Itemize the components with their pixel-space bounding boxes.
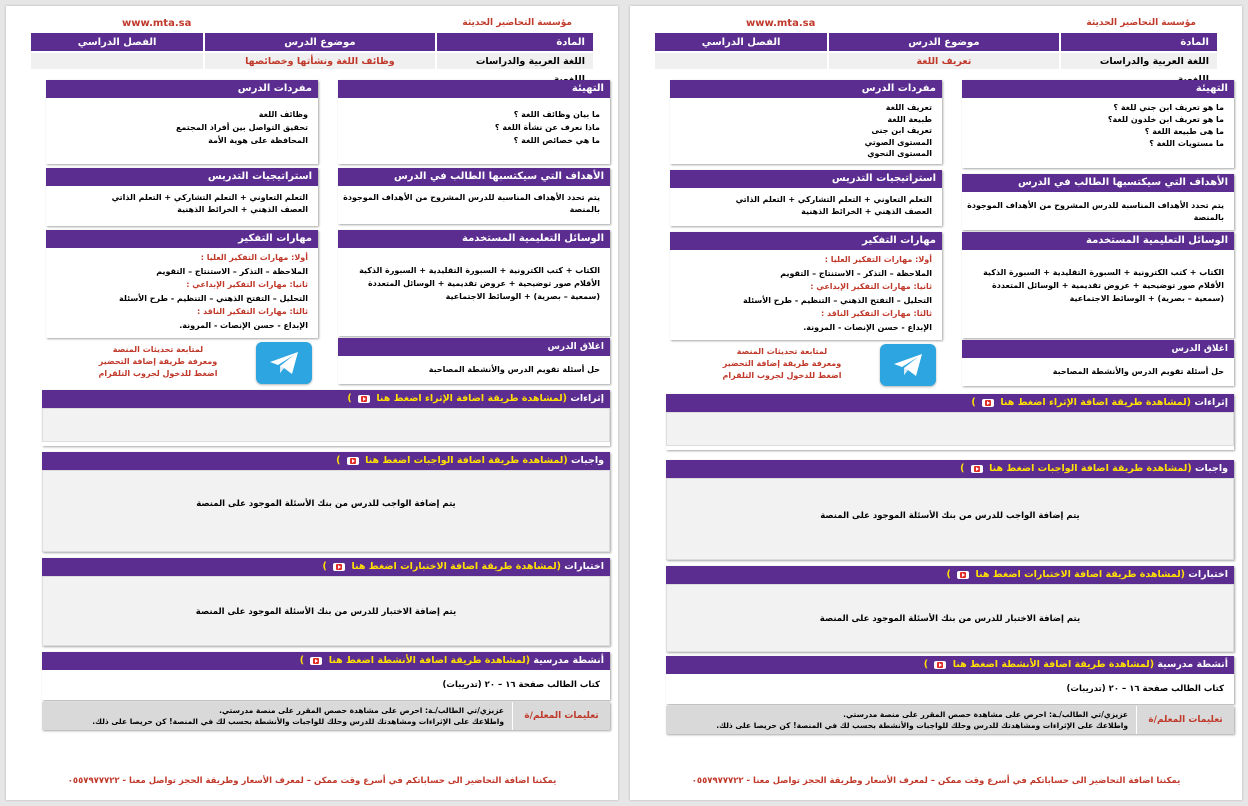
goals-title: الأهداف التي سيكتسبها الطالب في الدرس <box>338 168 610 186</box>
activities-link[interactable]: (لمشاهدة طريقة اضافة الأنشطة اضغط هنا <box>952 659 1155 670</box>
telegram-line: ومعرفة طريقة إضافة التحضير <box>98 357 218 366</box>
warmup-item: ما هو تعريف ابن خلدون للغة؟ <box>1107 115 1224 124</box>
teacher-notes-line: واطلاعك على الإثراءات ومشاهدتك للدرس وحلك للواجبات والأنشطة بحسب لك في المنصة! كن حريصا على ذلك. <box>92 717 504 726</box>
paren: ) <box>946 569 951 580</box>
tools-text: (سمعية – بصرية) + الوسائط الاجتماعية <box>1069 294 1224 303</box>
goals-text: بالمنصة <box>1193 213 1224 222</box>
enrichment-content <box>666 412 1234 446</box>
activities-box <box>42 652 610 700</box>
tools-text: الكتاب + كتب الكترونية + السبورة التقليدية + السبورة الذكية <box>983 268 1224 277</box>
warmup-title: التهيئة <box>962 80 1234 98</box>
enrichment-title: إثراءات <box>570 393 604 404</box>
strategies-text: التعلم التعاوني + التعلم التشاركي + التعلم الذاتي <box>111 193 308 202</box>
strategies-text: التعلم التعاوني + التعلم التشاركي + التعلم الذاتي <box>735 195 932 204</box>
topic-header: موضوع الدرس <box>828 32 1059 52</box>
tests-text: يتم إضافة الاختبار للدرس من بنك الأسئلة الموجود على المنصة <box>666 584 1234 652</box>
closing-text: حل أسئلة تقويم الدرس والأنشطة المصاحبة <box>428 365 600 374</box>
thinking-title: مهارات التفكير <box>670 232 942 250</box>
vocab-item: وظائف اللغة <box>258 110 308 119</box>
paren: ) <box>923 659 929 670</box>
thinking-heading: أولا: مهارات التفكير العليا : <box>824 255 932 264</box>
strategies-title: استراتيجيات التدريس <box>46 168 318 186</box>
thinking-box <box>46 230 318 338</box>
semester-header: الفصل الدراسي <box>654 32 828 52</box>
paren: ) <box>299 655 305 666</box>
enrichment-box <box>666 394 1234 450</box>
telegram-line: اضغط للدخول لجروب التلقرام <box>722 371 842 380</box>
strategies-text: العصف الذهني + الخرائط الذهنية <box>177 205 308 214</box>
subject-value: اللغة العربية والدراسات <box>436 52 594 70</box>
homework-title: واجبات <box>1195 463 1228 474</box>
thinking-line: التحليل – التفتح الذهني – التنظيم - طرح الأسئلة <box>743 295 932 305</box>
thinking-heading: ثانيا: مهارات التفكير الإبداعي : <box>810 282 932 291</box>
tools-text: (سمعية – بصرية) + الوسائط الاجتماعية <box>445 292 600 301</box>
topic-value: وظائف اللغة ونشأتها وخصائصها <box>204 52 435 70</box>
semester-header: الفصل الدراسي <box>30 32 204 52</box>
tests-title: اختبارات <box>1188 569 1228 580</box>
site-link[interactable]: www.mta.sa <box>122 18 192 29</box>
goals-text: بالمنصة <box>569 205 600 214</box>
site-link[interactable]: www.mta.sa <box>746 18 816 29</box>
teacher-notes-text <box>42 702 512 730</box>
warmup-item: ما هي خصائص اللغة ؟ <box>513 136 600 145</box>
youtube-icon[interactable] <box>971 465 983 473</box>
homework-text: يتم إضافة الواجب للدرس من بنك الأسئلة الموجود على المنصة <box>666 478 1234 560</box>
tests-header <box>42 558 610 576</box>
thinking-line: الإبداع - حسن الإنصات - المرونة. <box>803 322 932 332</box>
warmup-item: ما هى طبيعة اللغة ؟ <box>1144 127 1224 136</box>
warmup-box <box>338 80 610 164</box>
thinking-heading: ثانيا: مهارات التفكير الإبداعي : <box>186 280 308 289</box>
teacher-notes-label: تعليمات المعلم/ة <box>512 702 610 730</box>
homework-title: واجبات <box>571 455 604 466</box>
goals-box <box>962 174 1234 230</box>
warmup-item: ما بيان وظائف اللغة ؟ <box>513 110 600 119</box>
semester-value <box>654 52 828 70</box>
footer-contact[interactable]: يمكننا اضافة التحاضير الى حساباتكم في أسرع وقت ممكن – لمعرف الأسعار وطريقة الحجز تواصل معنا - ٠٥٥٧٩٧٧٧٢٢ <box>67 776 557 786</box>
youtube-icon[interactable] <box>358 395 370 403</box>
telegram-icon[interactable] <box>256 342 312 384</box>
strategies-title: استراتيجيات التدريس <box>670 170 942 188</box>
thinking-line: الإبداع - حسن الإنصات - المرونة. <box>179 320 308 330</box>
strategies-box <box>670 170 942 226</box>
tools-text: الأقلام صور توضيحية + عروض تقديمية + الوسائل المتعددة <box>368 279 600 288</box>
teacher-notes-text <box>666 706 1136 734</box>
tests-link[interactable]: (لمشاهدة طريقة اضافة الاختبارات اضغط هنا <box>351 561 561 572</box>
telegram-promo[interactable] <box>46 342 318 386</box>
enrichment-link[interactable]: (لمشاهدة طريقة اضافة الإثراء اضغط هنا <box>376 393 568 404</box>
strategies-box <box>46 168 318 226</box>
tools-text: الأقلام صور توضيحية + عروض تقديمية + الوسائل المتعددة <box>992 281 1224 290</box>
strategies-text: العصف الذهني + الخرائط الذهنية <box>801 207 932 216</box>
youtube-icon[interactable] <box>934 661 946 669</box>
activities-text: كتاب الطالب صفحة ١٦ – ٢٠ (تدريبات) <box>42 670 610 700</box>
tools-text: الكتاب + كتب الكترونية + السبورة التقليدية + السبورة الذكية <box>359 266 600 275</box>
semester-value <box>30 52 204 70</box>
thinking-line: الملاحظة – التذكر – الاستنتاج – التقويم <box>156 266 308 276</box>
vocab-box <box>46 80 318 164</box>
closing-box <box>962 340 1234 386</box>
tests-header <box>666 566 1234 584</box>
goals-box <box>338 168 610 224</box>
activities-header <box>666 656 1234 674</box>
vocab-item: تعريف ابن جنى <box>871 126 932 135</box>
lesson-info-table <box>654 32 1218 70</box>
homework-box <box>666 460 1234 560</box>
youtube-icon[interactable] <box>310 657 322 665</box>
goals-title: الأهداف التي سيكتسبها الطالب في الدرس <box>962 174 1234 192</box>
activities-header <box>42 652 610 670</box>
telegram-line: اضغط للدخول لجروب التلقرام <box>98 369 218 378</box>
youtube-icon[interactable] <box>957 571 969 579</box>
institution-name: مؤسسة التحاضير الحديثة <box>1086 18 1196 28</box>
tools-box <box>338 230 610 336</box>
subject-header: المادة <box>436 32 594 52</box>
warmup-item: ما هو تعريف ابن جني للغة ؟ <box>1113 103 1224 112</box>
subject-header: المادة <box>1060 32 1218 52</box>
teacher-notes-line: واطلاعك على الإثراءات ومشاهدتك للدرس وحلك للواجبات والأنشطة بحسب لك في المنصة! كن حريصا على ذلك. <box>716 721 1128 730</box>
enrichment-content <box>42 408 610 442</box>
youtube-icon[interactable] <box>982 399 994 407</box>
activities-link[interactable]: (لمشاهدة طريقة اضافة الأنشطة اضغط هنا <box>328 655 531 666</box>
warmup-box <box>962 80 1234 168</box>
vocab-title: مفردات الدرس <box>46 80 318 98</box>
homework-header <box>42 452 610 470</box>
tools-title: الوسائل التعليمية المستخدمة <box>338 230 610 248</box>
telegram-line: لمتابعة تحديثات المنصة <box>112 345 204 354</box>
subject-value: اللغة العربية والدراسات <box>1060 52 1218 70</box>
paren: ) <box>960 463 965 474</box>
topic-header: موضوع الدرس <box>204 32 435 52</box>
paren: ) <box>347 393 352 404</box>
tools-box <box>962 232 1234 338</box>
homework-link[interactable]: (لمشاهدة طريقة اضافة الواجبات اضغط هنا <box>365 455 568 466</box>
paren: ) <box>336 455 341 466</box>
teacher-notes-label: تعليمات المعلم/ة <box>1136 706 1234 734</box>
vocab-item: المحافظة على هوية الأمة <box>208 136 308 145</box>
homework-header <box>666 460 1234 478</box>
tests-box <box>42 558 610 646</box>
youtube-icon[interactable] <box>347 457 359 465</box>
warmup-item: ماذا نعرف عن نشأة اللغة ؟ <box>494 123 600 132</box>
thinking-heading: ثالثا: مهارات التفكير الناقد : <box>821 309 932 318</box>
teacher-notes-line: عزيزي/تي الطالب/ـة: احرص على مشاهدة حصص المقرر على منصة مدرستي. <box>843 710 1128 719</box>
worksheet-page-left <box>6 6 618 800</box>
vocab-item: طبيعة اللغة <box>887 114 932 124</box>
teacher-notes-line: عزيزي/تي الطالب/ـة: احرص على مشاهدة حصص المقرر على منصة مدرستي. <box>219 706 504 715</box>
teacher-notes <box>666 706 1234 734</box>
homework-text: يتم إضافة الواجب للدرس من بنك الأسئلة الموجود على المنصة <box>42 470 610 552</box>
telegram-line: لمتابعة تحديثات المنصة <box>736 347 828 356</box>
page-header <box>656 10 1216 32</box>
enrichment-header <box>666 394 1234 412</box>
activities-title: أنشطة مدرسية <box>1157 659 1228 670</box>
enrichment-link[interactable]: (لمشاهدة طريقة اضافة الإثراء اضغط هنا <box>1000 397 1192 408</box>
tests-box <box>666 566 1234 652</box>
vocab-item: تحقيق التواصل بين أفراد المجتمع <box>175 123 308 132</box>
closing-box <box>338 338 610 384</box>
enrichment-title: إثراءات <box>1194 397 1228 408</box>
enrichment-header <box>42 390 610 408</box>
telegram-text[interactable] <box>712 346 852 382</box>
closing-text: حل أسئلة تقويم الدرس والأنشطة المصاحبة <box>1052 367 1224 376</box>
page-header <box>32 10 592 32</box>
vocab-item: تعريف اللغة <box>885 103 932 112</box>
tests-text: يتم إضافة الاختبار للدرس من بنك الأسئلة الموجود على المنصة <box>42 576 610 646</box>
footer-contact[interactable]: يمكننا اضافة التحاضير الى حساباتكم في أسرع وقت ممكن – لمعرف الأسعار وطريقة الحجز تواصل معنا - ٠٥٥٧٩٧٧٧٢٢ <box>691 776 1181 786</box>
vocab-title: مفردات الدرس <box>670 80 942 98</box>
tests-link[interactable]: (لمشاهدة طريقة اضافة الاختبارات اضغط هنا <box>975 569 1185 580</box>
tests-title: اختبارات <box>564 561 604 572</box>
activities-box <box>666 656 1234 704</box>
closing-title: اغلاق الدرس <box>962 340 1234 358</box>
telegram-promo[interactable] <box>670 344 942 388</box>
telegram-text[interactable] <box>88 344 228 380</box>
tools-title: الوسائل التعليمية المستخدمة <box>962 232 1234 250</box>
activities-title: أنشطة مدرسية <box>533 655 604 666</box>
vocab-box <box>670 80 942 164</box>
vocab-item: المستوى النحوي <box>867 149 932 158</box>
youtube-icon[interactable] <box>333 563 345 571</box>
thinking-title: مهارات التفكير <box>46 230 318 248</box>
homework-link[interactable]: (لمشاهدة طريقة اضافة الواجبات اضغط هنا <box>989 463 1192 474</box>
vocab-item: المستوى الصوتي <box>864 137 932 147</box>
institution-name: مؤسسة التحاضير الحديثة <box>462 18 572 28</box>
thinking-box <box>670 232 942 340</box>
teacher-notes <box>42 702 610 730</box>
worksheet-page-right <box>630 6 1242 800</box>
thinking-heading: أولا: مهارات التفكير العليا : <box>200 253 308 262</box>
thinking-line: التحليل – التفتح الذهني – التنظيم - طرح الأسئلة <box>119 293 308 303</box>
homework-box <box>42 452 610 552</box>
topic-value: تعريف اللغة <box>828 52 1059 70</box>
telegram-line: ومعرفة طريقة إضافة التحضير <box>722 359 842 368</box>
enrichment-box <box>42 390 610 446</box>
closing-title: اغلاق الدرس <box>338 338 610 356</box>
goals-text: يتم تحدد الأهداف المناسبة للدرس المشروح من الأهداف الموجودة <box>343 193 600 202</box>
thinking-heading: ثالثا: مهارات التفكير الناقد : <box>197 307 308 316</box>
thinking-line: الملاحظة – التذكر – الاستنتاج – التقويم <box>780 268 932 278</box>
telegram-icon[interactable] <box>880 344 936 386</box>
lesson-info-table <box>30 32 594 70</box>
paren: ) <box>322 561 327 572</box>
warmup-title: التهيئة <box>338 80 610 98</box>
paren: ) <box>971 397 976 408</box>
warmup-item: ما مستويات اللغة ؟ <box>1149 139 1224 148</box>
activities-text: كتاب الطالب صفحة ١٦ – ٢٠ (تدريبات) <box>666 674 1234 704</box>
goals-text: يتم تحدد الأهداف المناسبة للدرس المشروح من الأهداف الموجودة <box>967 201 1224 210</box>
